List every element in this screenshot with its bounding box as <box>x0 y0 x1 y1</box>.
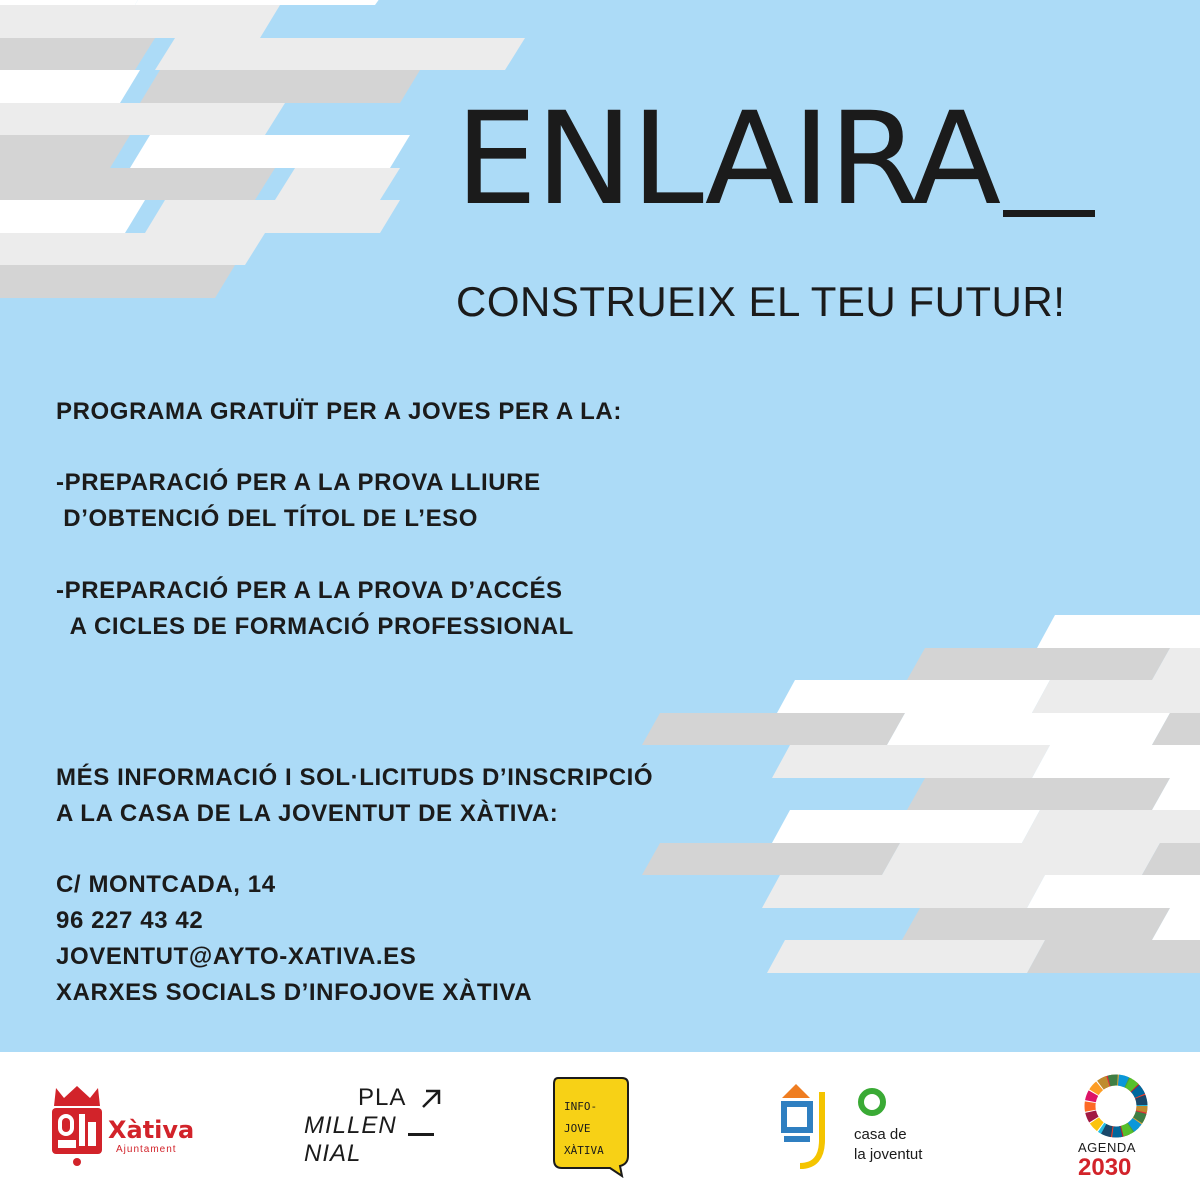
arrow-up-right-icon <box>420 1088 442 1110</box>
title-block <box>455 82 1155 252</box>
pla-line2: MILLEN <box>304 1112 397 1139</box>
page-subtitle: CONSTRUEIX EL TEU FUTUR! <box>456 278 1066 325</box>
casa-line1: casa de <box>854 1126 907 1143</box>
program-item1-line2: D’OBTENCIÓ DEL TÍTOL DE L’ESO <box>56 505 479 532</box>
info-line1: MÉS INFORMACIÓ I SOL·LICITUDS D’INSCRIPCIÓ <box>56 764 654 791</box>
pla-underscore <box>408 1132 434 1138</box>
xativa-crest-icon <box>46 1082 108 1170</box>
speech-bubble-icon <box>550 1074 636 1178</box>
infojove-line3: XÀTIVA <box>564 1144 604 1157</box>
infojove-line1: INFO- <box>564 1100 598 1113</box>
pla-line3: NIAL <box>304 1140 362 1167</box>
pla-line1: PLA <box>358 1084 407 1111</box>
contact-email[interactable]: JOVENTUT@AYTO-XATIVA.ES <box>56 943 417 970</box>
stripes-top-left <box>0 0 525 298</box>
info-line2: A LA CASA DE LA JOVENTUT DE XÀTIVA: <box>56 800 559 827</box>
page-title: ENLAIRA <box>455 85 1000 234</box>
xativa-sub: Ajuntament <box>116 1144 177 1155</box>
contact-address: C/ MONTCADA, 14 <box>56 871 276 898</box>
xativa-name: Xàtiva <box>108 1116 195 1144</box>
program-item2-line2: A CICLES DE FORMACIÓ PROFESSIONAL <box>56 613 574 640</box>
casa-line2: la joventut <box>854 1146 923 1163</box>
sdg-wheel-icon <box>1074 1072 1158 1142</box>
xativa-logo <box>46 1082 206 1174</box>
program-intro: PROGRAMA GRATUÏT PER A JOVES PER A LA: <box>56 398 622 425</box>
contact-social: XARXES SOCIALS D’INFOJOVE XÀTIVA <box>56 979 533 1006</box>
footer-logos <box>0 1052 1200 1200</box>
agenda-label: AGENDA <box>1078 1140 1136 1155</box>
agenda-2030-logo <box>1074 1072 1158 1182</box>
infojove-line2: JOVE <box>564 1122 591 1135</box>
casa-joventut-logo <box>778 1082 948 1174</box>
pla-millennial-logo <box>300 1084 450 1170</box>
title-underline <box>1003 208 1095 218</box>
program-item1-line1: -PREPARACIÓ PER A LA PROVA LLIURE <box>56 469 541 496</box>
contact-phone[interactable]: 96 227 43 42 <box>56 907 204 934</box>
program-item2-line1: -PREPARACIÓ PER A LA PROVA D’ACCÉS <box>56 577 563 604</box>
agenda-year: 2030 <box>1078 1154 1132 1181</box>
infojove-logo <box>550 1074 636 1178</box>
stripes-bottom-right <box>642 615 1200 973</box>
